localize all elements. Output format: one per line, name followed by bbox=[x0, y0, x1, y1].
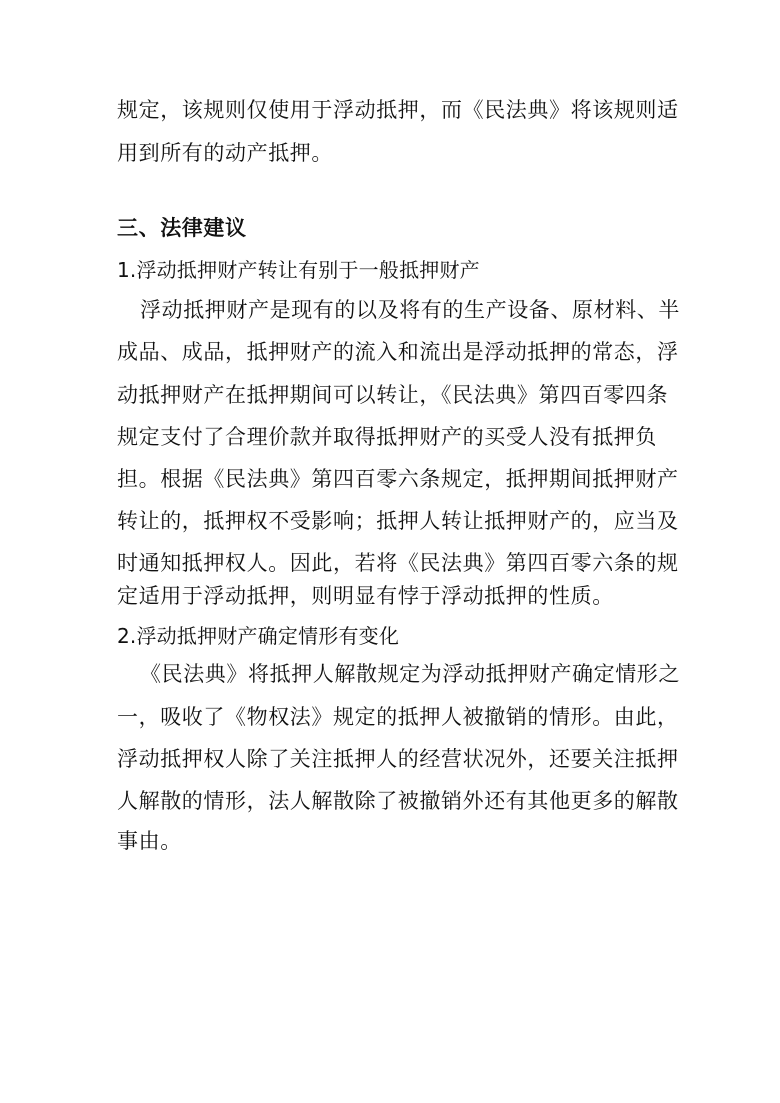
body-text-line: 人解散的情形，法人解散除了被撤销外还有其他更多的解散 bbox=[117, 789, 679, 813]
body-text-line: 动抵押财产在抵押期间可以转让，《民法典》第四百零四条 bbox=[117, 383, 669, 407]
subsection-heading: 2.浮动抵押财产确定情形有变化 bbox=[117, 624, 400, 648]
body-text-line: 转让的，抵押权不受影响；抵押人转让抵押财产的，应当及 bbox=[117, 509, 679, 533]
body-text-line: 成品、成品，抵押财产的流入和流出是浮动抵押的常态，浮 bbox=[117, 340, 679, 364]
body-text-line: 担。根据《民法典》第四百零六条规定，抵押期间抵押财产 bbox=[117, 467, 679, 491]
body-text-line: 事由。 bbox=[117, 829, 182, 853]
body-text-line: 浮动抵押财产是现有的以及将有的生产设备、原材料、半 bbox=[140, 298, 680, 322]
subsection-heading: 1.浮动抵押财产转让有别于一般抵押财产 bbox=[117, 258, 480, 282]
body-text-line: 规定，该规则仅使用于浮动抵押，而《民法典》将该规则适 bbox=[117, 98, 679, 122]
body-text-line: 规定支付了合理价款并取得抵押财产的买受人没有抵押负 bbox=[117, 425, 657, 449]
body-text-line: 时通知抵押权人。因此，若将《民法典》第四百零六条的规 bbox=[117, 551, 679, 575]
body-text-line: 用到所有的动产抵押。 bbox=[117, 141, 333, 165]
section-heading: 三、法律建议 bbox=[117, 215, 247, 240]
body-text-line: 浮动抵押权人除了关注抵押人的经营状况外，还要关注抵押 bbox=[117, 747, 679, 771]
body-text-line: 一，吸收了《物权法》规定的抵押人被撤销的情形。由此， bbox=[117, 705, 679, 729]
body-text-line: 《民法典》将抵押人解散规定为浮动抵押财产确定情形之 bbox=[140, 662, 680, 686]
body-text-line: 定适用于浮动抵押，则明显有悖于浮动抵押的性质。 bbox=[117, 584, 614, 608]
